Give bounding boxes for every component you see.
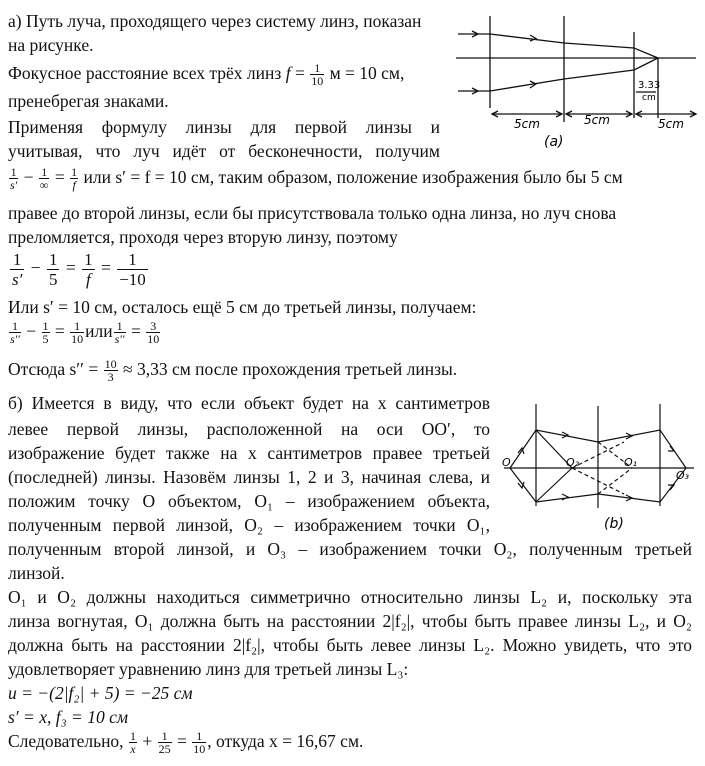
equation-line xyxy=(8,320,161,345)
math-op: = xyxy=(54,321,65,341)
text-line: б) Имеется в виду, что если объект будет на x сантиметров xyxy=(8,393,490,413)
text-line: Или s′ = 10 см, осталось ещё 5 см до третьей линзы, получаем: xyxy=(8,297,477,317)
fraction: $\frac{1}{s''}$ xyxy=(10,319,20,347)
text-line: изображение будет также на x сантиметров правее третьей xyxy=(8,443,490,463)
text-line: а) Путь луча, проходящего через систему линз, показан xyxy=(8,11,422,31)
point-label: O₁ xyxy=(624,456,638,469)
math-op: = xyxy=(100,257,111,278)
fraction: $\frac{1}{10}$ xyxy=(311,61,324,89)
text-line xyxy=(8,166,623,191)
dim-label: 5cm xyxy=(658,117,684,131)
figure-caption: (b) xyxy=(604,516,624,532)
dim-label: 3.33 xyxy=(638,80,661,91)
dim-label: 5cm xyxy=(584,113,610,127)
text-run: ≈ 3,33 см после прохождения третьей линзы. xyxy=(122,359,458,379)
text-line: на рисунке. xyxy=(8,35,94,55)
text-run: или xyxy=(85,321,113,341)
text-line: O₁ и O₂ должны находиться симметрично относительно линзы L₂ и, поскольку эта xyxy=(8,587,692,607)
fraction: $\frac{1}{s'}$ xyxy=(10,165,18,193)
fraction: $\frac{1}{f}$ xyxy=(71,165,78,193)
point-label: O xyxy=(502,456,511,469)
fraction: $\frac{1}{5}$ xyxy=(42,319,49,347)
ray-top xyxy=(458,34,658,58)
text-run: Отсюда s′′ = xyxy=(8,359,99,379)
math-op: + xyxy=(142,731,153,751)
text-run: Следовательно, xyxy=(8,731,124,751)
text-line: линзой. xyxy=(8,563,65,583)
text-line: правее до второй линзы, если бы присутствовала только одна линза, но луч снова xyxy=(8,203,617,223)
text-line: должна быть на расстоянии 2|f₂|, чтобы быть левее линзы L₂. Можно увидеть, что это xyxy=(8,635,692,655)
fraction: $\frac{1}{\infty}$ xyxy=(39,165,49,193)
text-line: левее первой линзы, расположенной на оси OO′, то xyxy=(8,419,490,439)
math-op: = xyxy=(294,63,305,83)
math-op: = xyxy=(176,731,187,751)
fraction: $\frac{3}{10}$ xyxy=(147,319,160,347)
figure-caption: (a) xyxy=(544,134,564,150)
text-line xyxy=(8,62,404,87)
text-run: Фокусное расстояние всех трёх линз xyxy=(8,63,282,83)
equation-line: u = −(2|f₂| + 5) = −25 см xyxy=(8,683,193,703)
text-run: , откуда x = 16,67 см. xyxy=(207,731,364,751)
text-line xyxy=(8,358,457,383)
math-op: − xyxy=(26,321,37,341)
math-op: − xyxy=(23,167,34,187)
point-label: O₂ xyxy=(566,456,580,469)
fraction: $\frac{1}{-10}$ xyxy=(119,250,146,289)
equation-line: s′ = x, f₃ = 10 см xyxy=(8,707,129,727)
text-line: пренебрегая знаками. xyxy=(8,91,169,111)
text-line: положим точку O объектом, O₁ – изображением объекта, xyxy=(8,491,490,511)
ray-bottom xyxy=(458,58,661,91)
text-line: полученным первой линзой, O₂ – изображением точки O₁, xyxy=(8,515,490,535)
fraction: $\frac{1}{x}$ xyxy=(129,729,136,757)
fraction: $\frac{1}{5}$ xyxy=(48,250,58,289)
text-line: удовлетворяет уравнению линз для третьей линзы L₃: xyxy=(8,659,409,679)
math-op: = xyxy=(54,167,65,187)
dim-label: 5cm xyxy=(514,117,540,131)
text-line: (последней) линзы. Назовём линзы 1, 2 и 3, начиная слева, и xyxy=(8,467,490,487)
dim-label: cm xyxy=(642,93,656,103)
fraction: $\frac{10}{3}$ xyxy=(104,357,117,385)
ray-arrow xyxy=(562,494,568,500)
text-line: полученным второй линзой, и O₃ – изображением точки O₂, полученным третьей xyxy=(8,539,692,559)
fraction: $\frac{1}{10}$ xyxy=(71,319,84,347)
text-line: преломляется, проходя через вторую линзу, поэтому xyxy=(8,227,398,247)
text-line: учитывая, что луч идёт от бесконечности, получим xyxy=(8,141,440,161)
text-run: м = 10 см, xyxy=(329,63,405,83)
point-label: O₃ xyxy=(676,469,690,482)
math-op: = xyxy=(130,321,141,341)
fraction: $\frac{1}{s'}$ xyxy=(12,250,23,289)
text-line: линза вогнутая, O₁ должна быть на расстоянии 2|f₂|, чтобы быть правее линзы L₂, и O₂ xyxy=(8,611,692,631)
math-op: − xyxy=(30,257,41,278)
text-run: или s′ = f = 10 см, таким образом, положение изображения было бы 5 см xyxy=(79,167,623,187)
figure-a xyxy=(452,10,702,152)
math-var: f xyxy=(285,63,291,83)
equation-line xyxy=(8,250,150,289)
virtual-ray xyxy=(598,468,632,494)
fraction: $\frac{1}{10}$ xyxy=(193,729,206,757)
fraction: $\frac{1}{25}$ xyxy=(158,729,171,757)
figure-b xyxy=(500,396,700,536)
text-line: Применяя формулу линзы для первой линзы и xyxy=(8,117,440,137)
fraction: $\frac{1}{f}$ xyxy=(84,250,93,289)
fraction: $\frac{1}{s''}$ xyxy=(114,319,125,347)
math-op: = xyxy=(65,257,76,278)
text-line xyxy=(8,730,363,755)
